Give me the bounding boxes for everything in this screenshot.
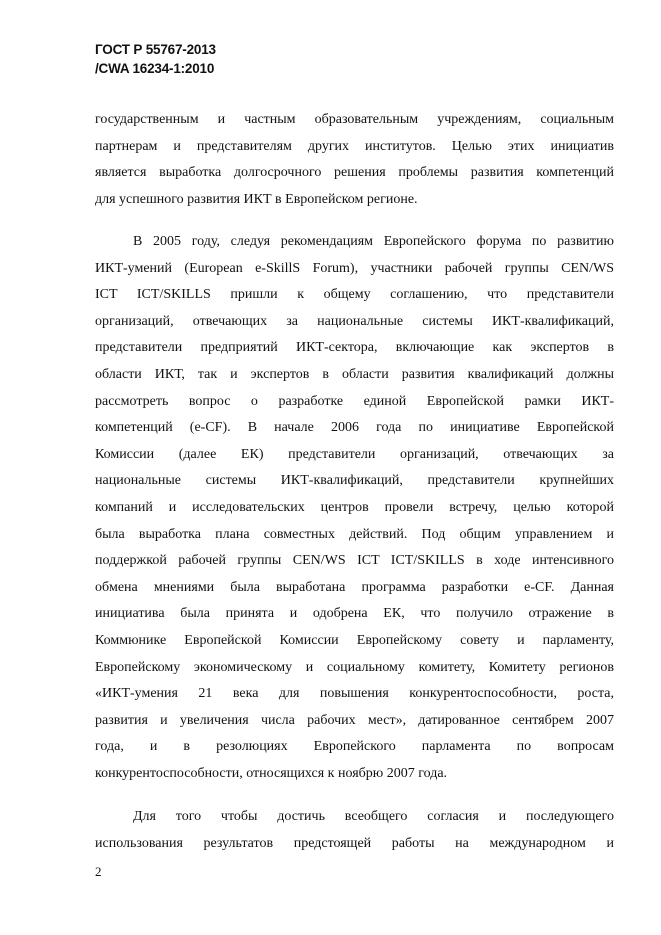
text-line: является выработка долгосрочного решения проблемы развития компетенций — [95, 165, 614, 181]
paragraph-3 — [95, 804, 614, 857]
text-line: области ИКТ, так и экспертов в области развития квалификаций должны — [95, 366, 614, 382]
paragraph-1 — [95, 107, 614, 213]
text-line: конкурентоспособности, относящихся к ноябрю 2007 года. — [95, 765, 448, 781]
text-line: развития и увеличения числа рабочих мест», датированное сентябрем 2007 — [95, 712, 614, 728]
text-line: Для того чтобы достичь всеобщего согласия и последующего — [133, 809, 614, 824]
text-line: В 2005 году, следуя рекомендациям Европейского форума по развитию — [133, 234, 614, 249]
text-line: использования результатов предстоящей работы на международном и — [95, 835, 614, 851]
text-line: представители предприятий ИКТ-сектора, включающие как экспертов в — [95, 340, 614, 356]
text-line: рассмотреть вопрос о разработке единой Европейской рамки ИКТ- — [95, 393, 614, 409]
standard-number: ГОСТ Р 55767-2013 — [95, 42, 216, 57]
text-line: была выработка плана совместных действий. Под общим управлением и — [95, 526, 614, 542]
text-line: «ИКТ-умения 21 века для повышения конкурентоспособности, роста, — [95, 686, 614, 702]
text-line: года, и в резолюциях Европейского парламента по вопросам — [95, 739, 614, 755]
cwa-number: /CWA 16234-1:2010 — [95, 61, 215, 76]
text-line: организаций, отвечающих за национальные системы ИКТ-квалификаций, — [95, 313, 614, 329]
text-line: ИКТ-умений (European e-SkillS Forum), участники рабочей группы CEN/WS — [95, 260, 614, 276]
text-line: обмена мнениями была выработана программа разработки e-CF. Данная — [95, 579, 614, 595]
text-line: Европейскому экономическому и социальному комитету, Комитету регионов — [95, 659, 614, 675]
text-line: партнерам и представителям других институтов. Целью этих инициатив — [95, 138, 614, 154]
text-line: Комиссии (далее ЕК) представители организаций, отвечающих за — [95, 446, 614, 462]
text-line: компетенций (e-CF). В начале 2006 года по инициативе Европейской — [95, 420, 614, 436]
text-line: ICT ICT/SKILLS пришли к общему соглашению, что представители — [95, 287, 614, 303]
text-line: инициатива была принята и одобрена ЕК, что получило отражение в — [95, 606, 614, 622]
page-number: 2 — [95, 864, 102, 879]
document-header — [95, 40, 216, 78]
text-line: для успешного развития ИКТ в Европейском регионе. — [95, 191, 418, 207]
text-line: национальные системы ИКТ-квалификаций, представители крупнейших — [95, 473, 614, 489]
text-line: Коммюнике Европейской Комиссии Европейскому совету и парламенту, — [95, 632, 614, 648]
text-line: компаний и исследовательских центров провели встречу, целью которой — [95, 499, 614, 515]
paragraph-2 — [95, 229, 614, 787]
text-line: поддержкой рабочей группы CEN/WS ICT ICT/SKILLS в ходе интенсивного — [95, 553, 614, 569]
text-line: государственным и частным образовательным учреждениям, социальным — [95, 112, 614, 127]
